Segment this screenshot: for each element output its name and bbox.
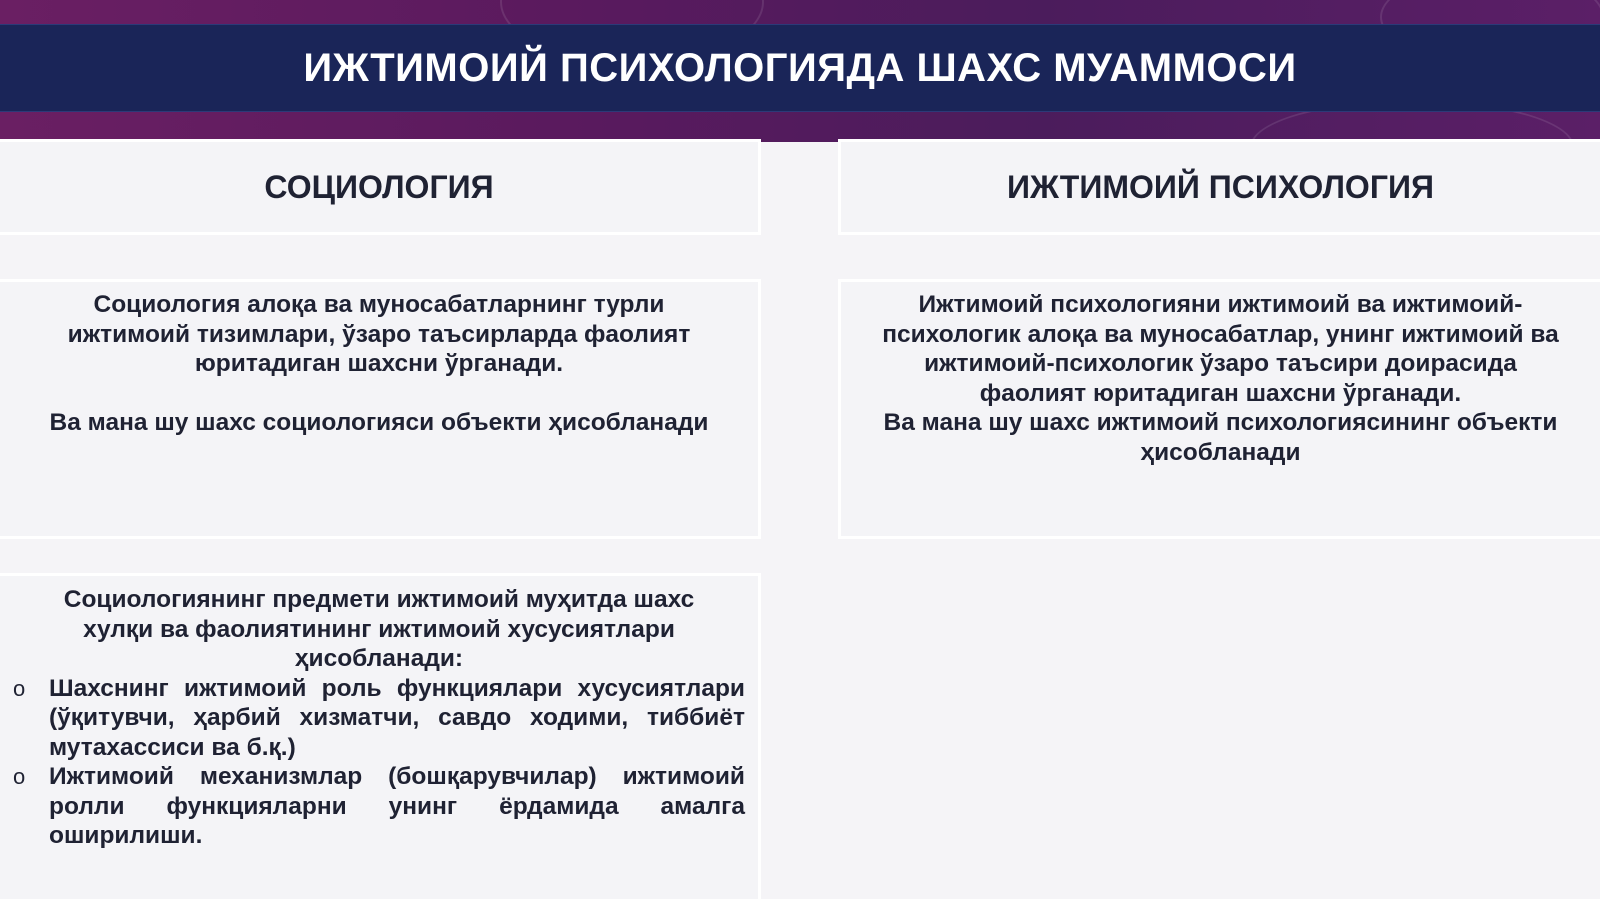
text-line: хулқи ва фаолиятининг ижтимоий хусусиятлари [83,615,675,643]
sociology-description-box [0,282,758,536]
slide-title: ИЖТИМОИЙ ПСИХОЛОГИЯДА ШАХС МУАММОСИ [303,45,1297,90]
sociology-description [0,290,758,437]
text-line: психологик алоқа ва муносабатлар, унинг ижтимоий ва [882,320,1559,348]
sociology-bullet-list [0,674,745,851]
list-item [0,762,745,851]
social-psychology-description [841,290,1600,467]
title-bar [0,24,1600,112]
text-line: Ва мана шу шахс ижтимоий психологиясининг объекти [883,409,1558,436]
text-line: Социологиянинг предмети ижтимоий муҳитда шахс [63,586,695,613]
list-item [0,674,745,763]
social-psychology-header-box [841,142,1600,232]
text-line: ҳисобланади: [294,645,464,672]
text-line: ижтимоий-психологик ўзаро таъсири доирасида [924,350,1517,377]
bullet-marker: o [13,675,26,701]
sociology-object-text: Ва мана шу шахс социологияси объекти ҳисобланади [49,408,709,436]
social-psychology-heading: ИЖТИМОИЙ ПСИХОЛОГИЯ [1007,168,1434,205]
text-line: ҳисобланади [1140,438,1301,466]
text-line: Ижтимоий психологияни ижтимоий ва ижтимоий- [918,291,1523,318]
bullet-text: Ижтимоий механизмлар (бошқарувчилар) ижтимоий ролли функцияларни унинг ёрдамида амалга оширилиши. [49,763,745,849]
text-line: юритадиган шахсни ўрганади. [194,350,564,377]
text-line: Социология алоқа ва муносабатларнинг турли [93,291,665,318]
text-line: фаолият юритадиган шахсни ўрганади. [979,379,1462,407]
sociology-header-box [0,142,758,232]
sociology-subject-box [0,576,758,899]
sociology-subject-text [0,585,758,674]
text-line: ижтимоий тизимлари, ўзаро таъсирларда фаолият [67,320,691,348]
sociology-heading: СОЦИОЛОГИЯ [264,168,494,205]
bullet-text: Шахснинг ижтимоий роль функциялари хусусиятлари (ўқитувчи, ҳарбий хизматчи, савдо ходими, тиббиёт мутахассиси ва б.қ.) [49,674,745,761]
bullet-marker: o [13,764,26,789]
social-psychology-description-box [841,282,1600,536]
